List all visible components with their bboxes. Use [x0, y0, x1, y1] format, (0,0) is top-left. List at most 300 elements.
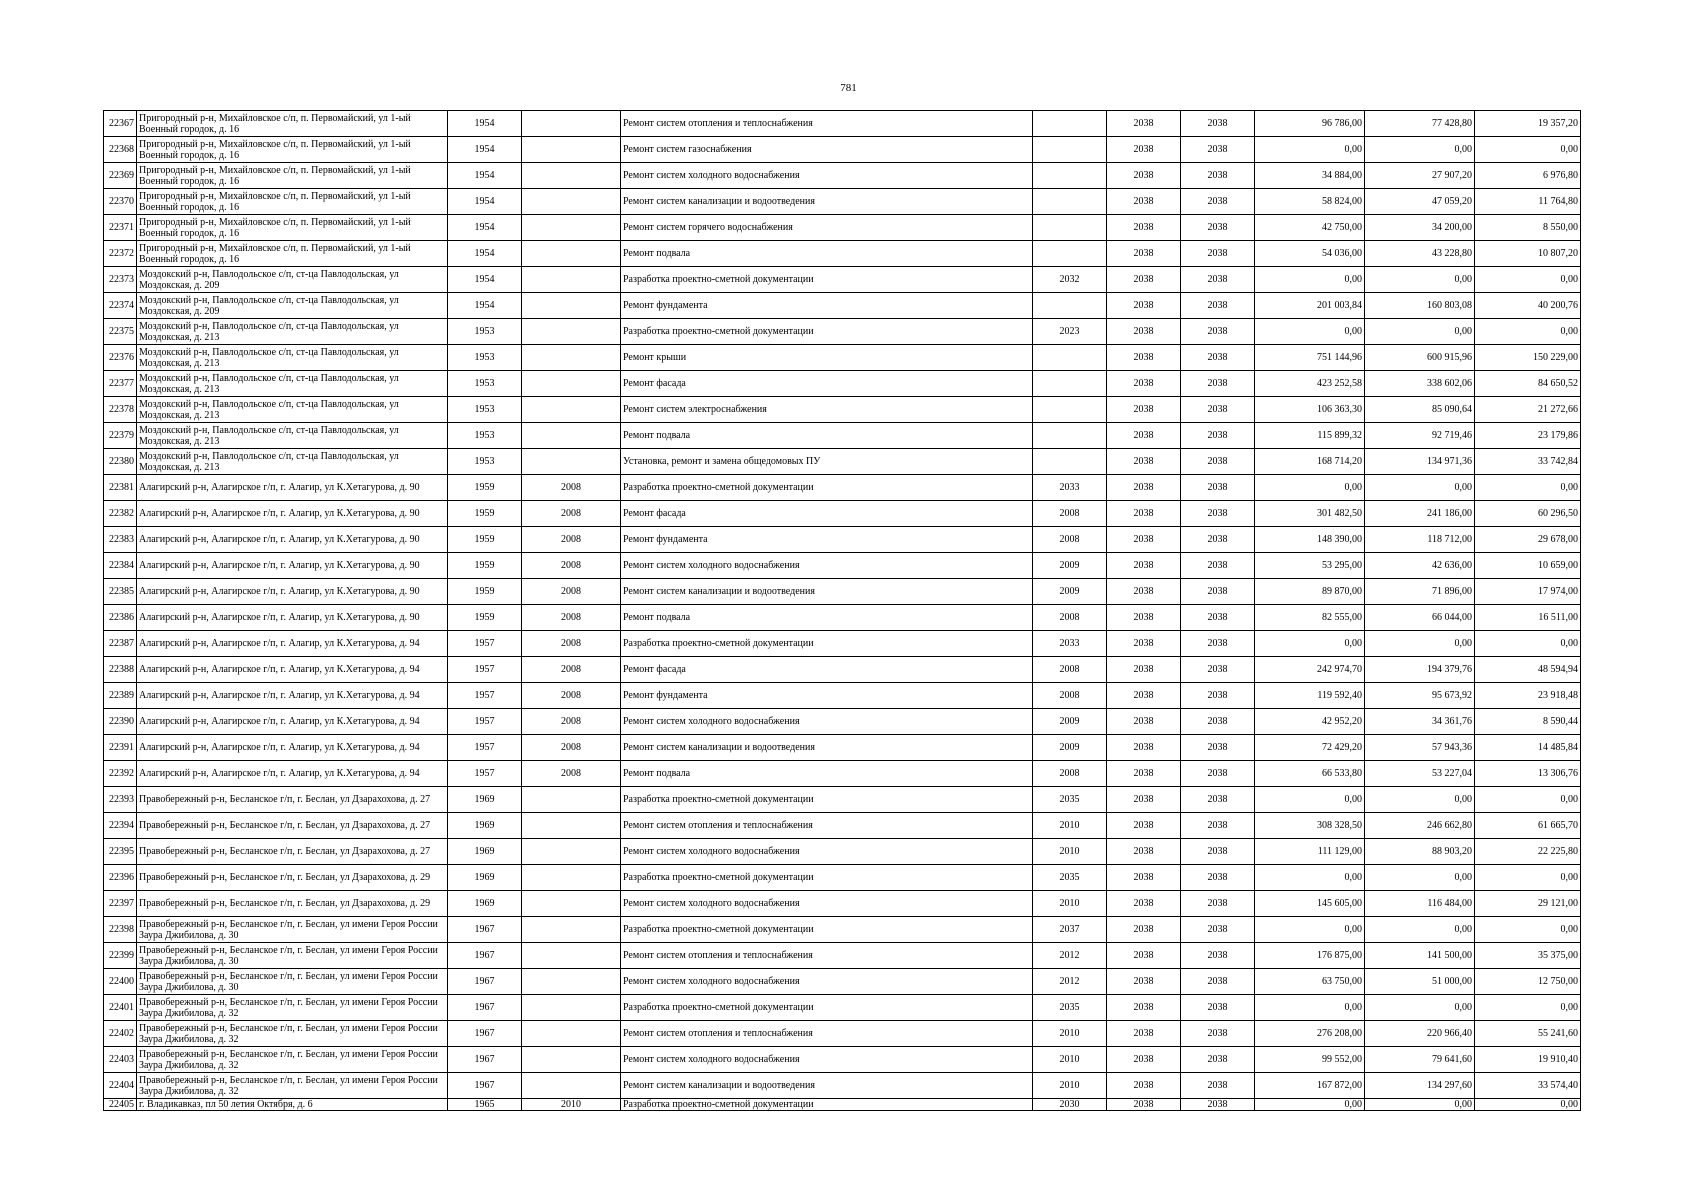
total-cost-cell: 176 875,00 — [1255, 943, 1365, 969]
start-year-cell: 2038 — [1107, 891, 1181, 917]
start-year-cell: 2038 — [1107, 163, 1181, 189]
start-year-cell: 2038 — [1107, 1073, 1181, 1099]
build-year-cell: 1957 — [448, 735, 522, 761]
planned-year-cell: 2008 — [1033, 527, 1107, 553]
start-year-cell: 2038 — [1107, 1021, 1181, 1047]
fund-cost-cell: 600 915,96 — [1365, 345, 1475, 371]
fund-cost-cell: 0,00 — [1365, 1099, 1475, 1111]
table-row — [104, 215, 1581, 241]
address-cell: Алагирский р-н, Алагирское г/п, г. Алагир, ул К.Хетагурова, д. 90 — [137, 527, 448, 553]
table-row — [104, 605, 1581, 631]
fund-cost-cell: 0,00 — [1365, 137, 1475, 163]
address-cell: Пригородный р-н, Михайловское с/п, п. Первомайский, ул 1-ый Военный городок, д. 16 — [137, 163, 448, 189]
end-year-cell: 2038 — [1181, 995, 1255, 1021]
total-cost-cell: 72 429,20 — [1255, 735, 1365, 761]
row-number-cell: 22372 — [104, 241, 137, 267]
planned-year-cell: 2008 — [1033, 657, 1107, 683]
end-year-cell: 2038 — [1181, 683, 1255, 709]
table-row — [104, 709, 1581, 735]
owner-cost-cell: 60 296,50 — [1475, 501, 1581, 527]
planned-year-cell — [1033, 293, 1107, 319]
start-year-cell: 2038 — [1107, 605, 1181, 631]
fund-cost-cell: 118 712,00 — [1365, 527, 1475, 553]
build-year-cell: 1954 — [448, 293, 522, 319]
build-year-cell: 1959 — [448, 605, 522, 631]
previous-repair-year-cell — [522, 917, 621, 943]
start-year-cell: 2038 — [1107, 631, 1181, 657]
previous-repair-year-cell: 2008 — [522, 605, 621, 631]
total-cost-cell: 0,00 — [1255, 995, 1365, 1021]
address-cell: Алагирский р-н, Алагирское г/п, г. Алагир, ул К.Хетагурова, д. 94 — [137, 657, 448, 683]
planned-year-cell — [1033, 137, 1107, 163]
work-type-cell: Ремонт фасада — [621, 371, 1033, 397]
work-type-cell: Ремонт систем электроснабжения — [621, 397, 1033, 423]
total-cost-cell: 0,00 — [1255, 787, 1365, 813]
table-row — [104, 839, 1581, 865]
previous-repair-year-cell: 2008 — [522, 657, 621, 683]
previous-repair-year-cell — [522, 969, 621, 995]
planned-year-cell: 2009 — [1033, 735, 1107, 761]
total-cost-cell: 201 003,84 — [1255, 293, 1365, 319]
previous-repair-year-cell — [522, 1047, 621, 1073]
previous-repair-year-cell — [522, 111, 621, 137]
previous-repair-year-cell: 2008 — [522, 553, 621, 579]
fund-cost-cell: 194 379,76 — [1365, 657, 1475, 683]
work-type-cell: Ремонт систем холодного водоснабжения — [621, 839, 1033, 865]
planned-year-cell: 2008 — [1033, 605, 1107, 631]
row-number-cell: 22405 — [104, 1099, 137, 1111]
work-type-cell: Ремонт систем холодного водоснабжения — [621, 891, 1033, 917]
start-year-cell: 2038 — [1107, 553, 1181, 579]
row-number-cell: 22368 — [104, 137, 137, 163]
end-year-cell: 2038 — [1181, 449, 1255, 475]
table-row — [104, 657, 1581, 683]
start-year-cell: 2038 — [1107, 943, 1181, 969]
planned-year-cell — [1033, 397, 1107, 423]
owner-cost-cell: 13 306,76 — [1475, 761, 1581, 787]
previous-repair-year-cell — [522, 215, 621, 241]
work-type-cell: Ремонт систем отопления и теплоснабжения — [621, 1021, 1033, 1047]
previous-repair-year-cell — [522, 423, 621, 449]
owner-cost-cell: 61 665,70 — [1475, 813, 1581, 839]
planned-year-cell: 2010 — [1033, 1073, 1107, 1099]
start-year-cell: 2038 — [1107, 501, 1181, 527]
work-type-cell: Ремонт систем канализации и водоотведения — [621, 735, 1033, 761]
total-cost-cell: 148 390,00 — [1255, 527, 1365, 553]
start-year-cell: 2038 — [1107, 995, 1181, 1021]
total-cost-cell: 276 208,00 — [1255, 1021, 1365, 1047]
table-row — [104, 813, 1581, 839]
build-year-cell: 1959 — [448, 501, 522, 527]
owner-cost-cell: 21 272,66 — [1475, 397, 1581, 423]
build-year-cell: 1957 — [448, 709, 522, 735]
build-year-cell: 1953 — [448, 397, 522, 423]
page-number: 781 — [840, 82, 857, 94]
owner-cost-cell: 33 574,40 — [1475, 1073, 1581, 1099]
row-number-cell: 22374 — [104, 293, 137, 319]
owner-cost-cell: 10 659,00 — [1475, 553, 1581, 579]
end-year-cell: 2038 — [1181, 111, 1255, 137]
address-cell: Алагирский р-н, Алагирское г/п, г. Алагир, ул К.Хетагурова, д. 94 — [137, 761, 448, 787]
owner-cost-cell: 11 764,80 — [1475, 189, 1581, 215]
row-number-cell: 22394 — [104, 813, 137, 839]
owner-cost-cell: 6 976,80 — [1475, 163, 1581, 189]
total-cost-cell: 0,00 — [1255, 137, 1365, 163]
end-year-cell: 2038 — [1181, 579, 1255, 605]
build-year-cell: 1954 — [448, 241, 522, 267]
owner-cost-cell: 22 225,80 — [1475, 839, 1581, 865]
work-type-cell: Разработка проектно-сметной документации — [621, 475, 1033, 501]
start-year-cell: 2038 — [1107, 735, 1181, 761]
address-cell: Правобережный р-н, Бесланское г/п, г. Беслан, ул имени Героя России Заура Джибилова, д. 32 — [137, 1021, 448, 1047]
build-year-cell: 1969 — [448, 839, 522, 865]
total-cost-cell: 58 824,00 — [1255, 189, 1365, 215]
address-cell: Пригородный р-н, Михайловское с/п, п. Первомайский, ул 1-ый Военный городок, д. 16 — [137, 189, 448, 215]
previous-repair-year-cell: 2008 — [522, 709, 621, 735]
total-cost-cell: 168 714,20 — [1255, 449, 1365, 475]
owner-cost-cell: 0,00 — [1475, 865, 1581, 891]
owner-cost-cell: 0,00 — [1475, 137, 1581, 163]
end-year-cell: 2038 — [1181, 969, 1255, 995]
planned-year-cell: 2030 — [1033, 1099, 1107, 1111]
start-year-cell: 2038 — [1107, 787, 1181, 813]
fund-cost-cell: 51 000,00 — [1365, 969, 1475, 995]
previous-repair-year-cell — [522, 189, 621, 215]
previous-repair-year-cell: 2008 — [522, 761, 621, 787]
end-year-cell: 2038 — [1181, 371, 1255, 397]
end-year-cell: 2038 — [1181, 917, 1255, 943]
work-type-cell: Ремонт систем горячего водоснабжения — [621, 215, 1033, 241]
row-number-cell: 22400 — [104, 969, 137, 995]
end-year-cell: 2038 — [1181, 813, 1255, 839]
row-number-cell: 22379 — [104, 423, 137, 449]
owner-cost-cell: 48 594,94 — [1475, 657, 1581, 683]
row-number-cell: 22378 — [104, 397, 137, 423]
planned-year-cell — [1033, 371, 1107, 397]
row-number-cell: 22390 — [104, 709, 137, 735]
owner-cost-cell: 16 511,00 — [1475, 605, 1581, 631]
previous-repair-year-cell: 2010 — [522, 1099, 621, 1111]
planned-year-cell: 2010 — [1033, 1021, 1107, 1047]
table-row — [104, 553, 1581, 579]
end-year-cell: 2038 — [1181, 631, 1255, 657]
start-year-cell: 2038 — [1107, 917, 1181, 943]
start-year-cell: 2038 — [1107, 657, 1181, 683]
build-year-cell: 1969 — [448, 813, 522, 839]
row-number-cell: 22384 — [104, 553, 137, 579]
table-row — [104, 1047, 1581, 1073]
address-cell: Алагирский р-н, Алагирское г/п, г. Алагир, ул К.Хетагурова, д. 90 — [137, 501, 448, 527]
total-cost-cell: 0,00 — [1255, 1099, 1365, 1111]
table-row — [104, 995, 1581, 1021]
owner-cost-cell: 19 910,40 — [1475, 1047, 1581, 1073]
table-row — [104, 579, 1581, 605]
fund-cost-cell: 0,00 — [1365, 475, 1475, 501]
build-year-cell: 1959 — [448, 527, 522, 553]
address-cell: Правобережный р-н, Бесланское г/п, г. Беслан, ул имени Героя России Заура Джибилова, д. 30 — [137, 917, 448, 943]
table-row — [104, 631, 1581, 657]
row-number-cell: 22376 — [104, 345, 137, 371]
planned-year-cell: 2033 — [1033, 631, 1107, 657]
planned-year-cell: 2035 — [1033, 787, 1107, 813]
work-type-cell: Ремонт систем холодного водоснабжения — [621, 163, 1033, 189]
fund-cost-cell: 0,00 — [1365, 787, 1475, 813]
owner-cost-cell: 0,00 — [1475, 787, 1581, 813]
previous-repair-year-cell — [522, 839, 621, 865]
row-number-cell: 22386 — [104, 605, 137, 631]
table-row — [104, 397, 1581, 423]
total-cost-cell: 111 129,00 — [1255, 839, 1365, 865]
planned-year-cell: 2035 — [1033, 995, 1107, 1021]
row-number-cell: 22396 — [104, 865, 137, 891]
work-type-cell: Ремонт фундамента — [621, 293, 1033, 319]
previous-repair-year-cell: 2008 — [522, 631, 621, 657]
start-year-cell: 2038 — [1107, 293, 1181, 319]
work-type-cell: Ремонт систем холодного водоснабжения — [621, 969, 1033, 995]
total-cost-cell: 0,00 — [1255, 267, 1365, 293]
fund-cost-cell: 47 059,20 — [1365, 189, 1475, 215]
fund-cost-cell: 141 500,00 — [1365, 943, 1475, 969]
build-year-cell: 1969 — [448, 891, 522, 917]
total-cost-cell: 63 750,00 — [1255, 969, 1365, 995]
planned-year-cell — [1033, 189, 1107, 215]
table-row — [104, 1021, 1581, 1047]
table-row — [104, 865, 1581, 891]
planned-year-cell — [1033, 449, 1107, 475]
build-year-cell: 1953 — [448, 449, 522, 475]
previous-repair-year-cell — [522, 345, 621, 371]
table-row — [104, 761, 1581, 787]
work-type-cell: Ремонт систем холодного водоснабжения — [621, 553, 1033, 579]
end-year-cell: 2038 — [1181, 553, 1255, 579]
start-year-cell: 2038 — [1107, 111, 1181, 137]
previous-repair-year-cell: 2008 — [522, 501, 621, 527]
row-number-cell: 22389 — [104, 683, 137, 709]
address-cell: Правобережный р-н, Бесланское г/п, г. Беслан, ул имени Героя России Заура Джибилова, д. 32 — [137, 995, 448, 1021]
work-type-cell: Разработка проектно-сметной документации — [621, 917, 1033, 943]
previous-repair-year-cell — [522, 137, 621, 163]
row-number-cell: 22388 — [104, 657, 137, 683]
address-cell: Пригородный р-н, Михайловское с/п, п. Первомайский, ул 1-ый Военный городок, д. 16 — [137, 215, 448, 241]
start-year-cell: 2038 — [1107, 579, 1181, 605]
row-number-cell: 22377 — [104, 371, 137, 397]
start-year-cell: 2038 — [1107, 345, 1181, 371]
address-cell: Правобережный р-н, Бесланское г/п, г. Беслан, ул Дзарахохова, д. 27 — [137, 813, 448, 839]
start-year-cell: 2038 — [1107, 137, 1181, 163]
planned-year-cell: 2010 — [1033, 891, 1107, 917]
fund-cost-cell: 338 602,06 — [1365, 371, 1475, 397]
owner-cost-cell: 8 590,44 — [1475, 709, 1581, 735]
fund-cost-cell: 27 907,20 — [1365, 163, 1475, 189]
address-cell: Алагирский р-н, Алагирское г/п, г. Алагир, ул К.Хетагурова, д. 90 — [137, 605, 448, 631]
fund-cost-cell: 43 228,80 — [1365, 241, 1475, 267]
row-number-cell: 22397 — [104, 891, 137, 917]
fund-cost-cell: 0,00 — [1365, 865, 1475, 891]
work-type-cell: Установка, ремонт и замена общедомовых ПУ — [621, 449, 1033, 475]
planned-year-cell: 2009 — [1033, 709, 1107, 735]
build-year-cell: 1967 — [448, 969, 522, 995]
total-cost-cell: 42 952,20 — [1255, 709, 1365, 735]
previous-repair-year-cell: 2008 — [522, 735, 621, 761]
owner-cost-cell: 8 550,00 — [1475, 215, 1581, 241]
start-year-cell: 2038 — [1107, 1047, 1181, 1073]
work-type-cell: Ремонт систем газоснабжения — [621, 137, 1033, 163]
fund-cost-cell: 66 044,00 — [1365, 605, 1475, 631]
end-year-cell: 2038 — [1181, 787, 1255, 813]
address-cell: Моздокский р-н, Павлодольское с/п, ст-ца Павлодольская, ул Моздокская, д. 213 — [137, 397, 448, 423]
build-year-cell: 1953 — [448, 319, 522, 345]
row-number-cell: 22383 — [104, 527, 137, 553]
previous-repair-year-cell — [522, 397, 621, 423]
end-year-cell: 2038 — [1181, 709, 1255, 735]
work-type-cell: Ремонт систем канализации и водоотведения — [621, 189, 1033, 215]
row-number-cell: 22369 — [104, 163, 137, 189]
total-cost-cell: 119 592,40 — [1255, 683, 1365, 709]
total-cost-cell: 0,00 — [1255, 475, 1365, 501]
planned-year-cell: 2008 — [1033, 683, 1107, 709]
owner-cost-cell: 150 229,00 — [1475, 345, 1581, 371]
row-number-cell: 22398 — [104, 917, 137, 943]
end-year-cell: 2038 — [1181, 657, 1255, 683]
address-cell: Моздокский р-н, Павлодольское с/п, ст-ца Павлодольская, ул Моздокская, д. 209 — [137, 293, 448, 319]
total-cost-cell: 66 533,80 — [1255, 761, 1365, 787]
planned-year-cell — [1033, 215, 1107, 241]
row-number-cell: 22381 — [104, 475, 137, 501]
work-type-cell: Ремонт систем канализации и водоотведения — [621, 579, 1033, 605]
address-cell: Пригородный р-н, Михайловское с/п, п. Первомайский, ул 1-ый Военный городок, д. 16 — [137, 241, 448, 267]
build-year-cell: 1959 — [448, 553, 522, 579]
work-type-cell: Ремонт систем отопления и теплоснабжения — [621, 943, 1033, 969]
owner-cost-cell: 19 357,20 — [1475, 111, 1581, 137]
build-year-cell: 1969 — [448, 865, 522, 891]
build-year-cell: 1957 — [448, 761, 522, 787]
fund-cost-cell: 0,00 — [1365, 917, 1475, 943]
table-row — [104, 943, 1581, 969]
planned-year-cell: 2010 — [1033, 839, 1107, 865]
previous-repair-year-cell — [522, 813, 621, 839]
total-cost-cell: 0,00 — [1255, 917, 1365, 943]
table-row — [104, 1073, 1581, 1099]
address-cell: Алагирский р-н, Алагирское г/п, г. Алагир, ул К.Хетагурова, д. 94 — [137, 735, 448, 761]
build-year-cell: 1954 — [448, 189, 522, 215]
planned-year-cell: 2023 — [1033, 319, 1107, 345]
address-cell: Алагирский р-н, Алагирское г/п, г. Алагир, ул К.Хетагурова, д. 94 — [137, 709, 448, 735]
fund-cost-cell: 79 641,60 — [1365, 1047, 1475, 1073]
work-type-cell: Разработка проектно-сметной документации — [621, 267, 1033, 293]
table-row — [104, 371, 1581, 397]
owner-cost-cell: 14 485,84 — [1475, 735, 1581, 761]
previous-repair-year-cell — [522, 865, 621, 891]
row-number-cell: 22367 — [104, 111, 137, 137]
fund-cost-cell: 246 662,80 — [1365, 813, 1475, 839]
work-type-cell: Разработка проектно-сметной документации — [621, 865, 1033, 891]
build-year-cell: 1953 — [448, 423, 522, 449]
work-type-cell: Разработка проектно-сметной документации — [621, 631, 1033, 657]
address-cell: Алагирский р-н, Алагирское г/п, г. Алагир, ул К.Хетагурова, д. 94 — [137, 683, 448, 709]
owner-cost-cell: 0,00 — [1475, 631, 1581, 657]
end-year-cell: 2038 — [1181, 293, 1255, 319]
total-cost-cell: 96 786,00 — [1255, 111, 1365, 137]
previous-repair-year-cell — [522, 163, 621, 189]
end-year-cell: 2038 — [1181, 761, 1255, 787]
planned-year-cell: 2012 — [1033, 969, 1107, 995]
address-cell: Правобережный р-н, Бесланское г/п, г. Беслан, ул Дзарахохова, д. 27 — [137, 839, 448, 865]
work-type-cell: Ремонт систем канализации и водоотведения — [621, 1073, 1033, 1099]
total-cost-cell: 115 899,32 — [1255, 423, 1365, 449]
build-year-cell: 1967 — [448, 1047, 522, 1073]
fund-cost-cell: 57 943,36 — [1365, 735, 1475, 761]
work-type-cell: Ремонт систем отопления и теплоснабжения — [621, 813, 1033, 839]
fund-cost-cell: 134 971,36 — [1365, 449, 1475, 475]
start-year-cell: 2038 — [1107, 189, 1181, 215]
build-year-cell: 1967 — [448, 995, 522, 1021]
end-year-cell: 2038 — [1181, 397, 1255, 423]
address-cell: Моздокский р-н, Павлодольское с/п, ст-ца Павлодольская, ул Моздокская, д. 213 — [137, 345, 448, 371]
work-type-cell: Разработка проектно-сметной документации — [621, 995, 1033, 1021]
fund-cost-cell: 34 361,76 — [1365, 709, 1475, 735]
fund-cost-cell: 88 903,20 — [1365, 839, 1475, 865]
start-year-cell: 2038 — [1107, 371, 1181, 397]
previous-repair-year-cell — [522, 787, 621, 813]
row-number-cell: 22399 — [104, 943, 137, 969]
owner-cost-cell: 23 918,48 — [1475, 683, 1581, 709]
planned-year-cell: 2037 — [1033, 917, 1107, 943]
address-cell: Моздокский р-н, Павлодольское с/п, ст-ца Павлодольская, ул Моздокская, д. 213 — [137, 423, 448, 449]
row-number-cell: 22387 — [104, 631, 137, 657]
owner-cost-cell: 0,00 — [1475, 475, 1581, 501]
owner-cost-cell: 10 807,20 — [1475, 241, 1581, 267]
row-number-cell: 22373 — [104, 267, 137, 293]
end-year-cell: 2038 — [1181, 189, 1255, 215]
end-year-cell: 2038 — [1181, 605, 1255, 631]
build-year-cell: 1967 — [448, 943, 522, 969]
owner-cost-cell: 33 742,84 — [1475, 449, 1581, 475]
start-year-cell: 2038 — [1107, 397, 1181, 423]
owner-cost-cell: 17 974,00 — [1475, 579, 1581, 605]
previous-repair-year-cell — [522, 891, 621, 917]
build-year-cell: 1957 — [448, 683, 522, 709]
fund-cost-cell: 77 428,80 — [1365, 111, 1475, 137]
end-year-cell: 2038 — [1181, 1073, 1255, 1099]
work-type-cell: Разработка проектно-сметной документации — [621, 319, 1033, 345]
table-row — [104, 241, 1581, 267]
fund-cost-cell: 34 200,00 — [1365, 215, 1475, 241]
owner-cost-cell: 84 650,52 — [1475, 371, 1581, 397]
end-year-cell: 2038 — [1181, 1099, 1255, 1111]
total-cost-cell: 145 605,00 — [1255, 891, 1365, 917]
build-year-cell: 1967 — [448, 1073, 522, 1099]
row-number-cell: 22385 — [104, 579, 137, 605]
planned-year-cell: 2008 — [1033, 501, 1107, 527]
end-year-cell: 2038 — [1181, 1047, 1255, 1073]
fund-cost-cell: 0,00 — [1365, 995, 1475, 1021]
build-year-cell: 1953 — [448, 345, 522, 371]
address-cell: Правобережный р-н, Бесланское г/п, г. Беслан, ул имени Героя России Заура Джибилова, д. 32 — [137, 1073, 448, 1099]
row-number-cell: 22401 — [104, 995, 137, 1021]
work-type-cell: Ремонт фасада — [621, 501, 1033, 527]
table-row — [104, 735, 1581, 761]
table-row — [104, 475, 1581, 501]
end-year-cell: 2038 — [1181, 1021, 1255, 1047]
table-row — [104, 423, 1581, 449]
owner-cost-cell: 55 241,60 — [1475, 1021, 1581, 1047]
row-number-cell: 22395 — [104, 839, 137, 865]
table-row — [104, 917, 1581, 943]
owner-cost-cell: 0,00 — [1475, 319, 1581, 345]
build-year-cell: 1957 — [448, 657, 522, 683]
start-year-cell: 2038 — [1107, 761, 1181, 787]
planned-year-cell — [1033, 241, 1107, 267]
